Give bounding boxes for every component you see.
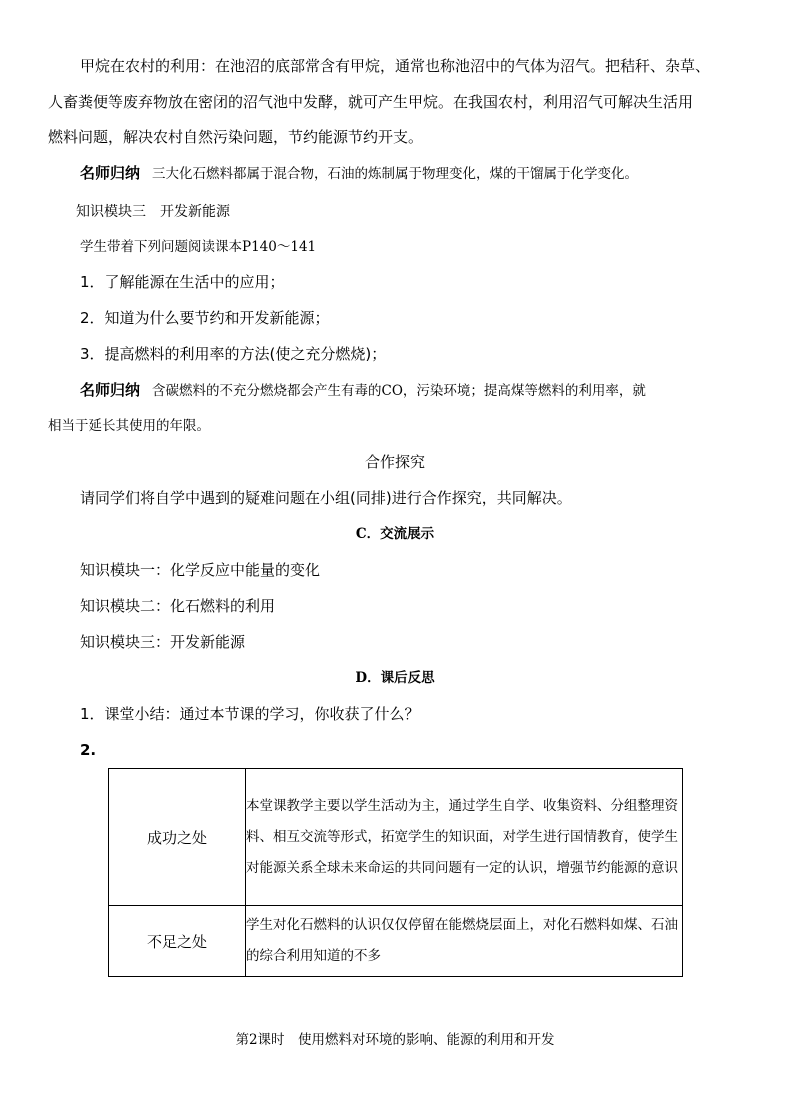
summary-text: 三大化石燃料都属于混合物，石油的炼制属于物理变化，煤的干馏属于化学变化。 <box>152 166 639 182</box>
summary-block-1 <box>80 163 638 184</box>
exchange-item-2: 知识模块二：化石燃料的利用 <box>80 597 276 615</box>
cooperation-title: 合作探究 <box>364 453 425 471</box>
cooperation-text: 请同学们将自学中遇到的疑难问题在小组(同排)进行合作探究，共同解决。 <box>80 489 572 507</box>
summary-block-2 <box>80 380 646 401</box>
question-3: 3．提高燃料的利用率的方法(使之充分燃烧)； <box>80 345 387 363</box>
table-row <box>109 769 683 906</box>
reflection-item-2: 2. <box>80 741 97 759</box>
section-c-title: C．交流展示 <box>355 526 435 542</box>
summary-label: 名师归纳 <box>80 164 141 182</box>
methane-paragraph-line-2: 人畜粪便等废弃物放在密闭的沼气池中发酵，就可产生甲烷。在我国农村，利用沼气可解决生活用 <box>48 93 694 111</box>
table-row-label: 不足之处 <box>109 906 246 977</box>
exchange-item-3: 知识模块三：开发新能源 <box>80 633 246 651</box>
table-row-content: 本堂课教学主要以学生活动为主，通过学生自学、收集资料、分组整理资料、相互交流等形式，拓宽学生的知识面，对学生进行国情教育，使学生对能源关系全球未来命运的共同问题有一定的认识，增强节约能源的意识 <box>246 769 683 906</box>
summary-label: 名师归纳 <box>80 381 141 399</box>
section-d-title: D．课后反思 <box>355 670 435 686</box>
exchange-item-1: 知识模块一：化学反应中能量的变化 <box>80 561 321 579</box>
next-lesson-title: 第2课时 使用燃料对环境的影响、能源的利用和开发 <box>235 1032 555 1048</box>
reading-instruction: 学生带着下列问题阅读课本P140～141 <box>80 239 317 255</box>
question-2: 2．知道为什么要节约和开发新能源； <box>80 309 330 327</box>
table-row <box>109 906 683 977</box>
table-row-content: 学生对化石燃料的认识仅仅停留在能燃烧层面上，对化石燃料如煤、石油的综合利用知道的不多 <box>246 906 683 977</box>
reflection-item-1: 1．课堂小结：通过本节课的学习，你收获了什么？ <box>80 705 420 723</box>
summary-text-line-2: 相当于延长其使用的年限。 <box>48 418 210 434</box>
methane-paragraph-line-1: 甲烷在农村的利用：在池沼的底部常含有甲烷，通常也称池沼中的气体为沼气。把秸秆、杂草、 <box>80 57 711 75</box>
reflection-table <box>108 768 683 977</box>
module3-heading: 知识模块三 开发新能源 <box>76 204 230 220</box>
methane-paragraph-line-3: 燃料问题，解决农村自然污染问题，节约能源节约开支。 <box>48 128 424 146</box>
table-row-label: 成功之处 <box>109 769 246 906</box>
summary-text-line-1: 含碳燃料的不充分燃烧都会产生有毒的CO，污染环境；提高煤等燃料的利用率，就 <box>152 383 646 399</box>
question-1: 1．了解能源在生活中的应用； <box>80 273 285 291</box>
